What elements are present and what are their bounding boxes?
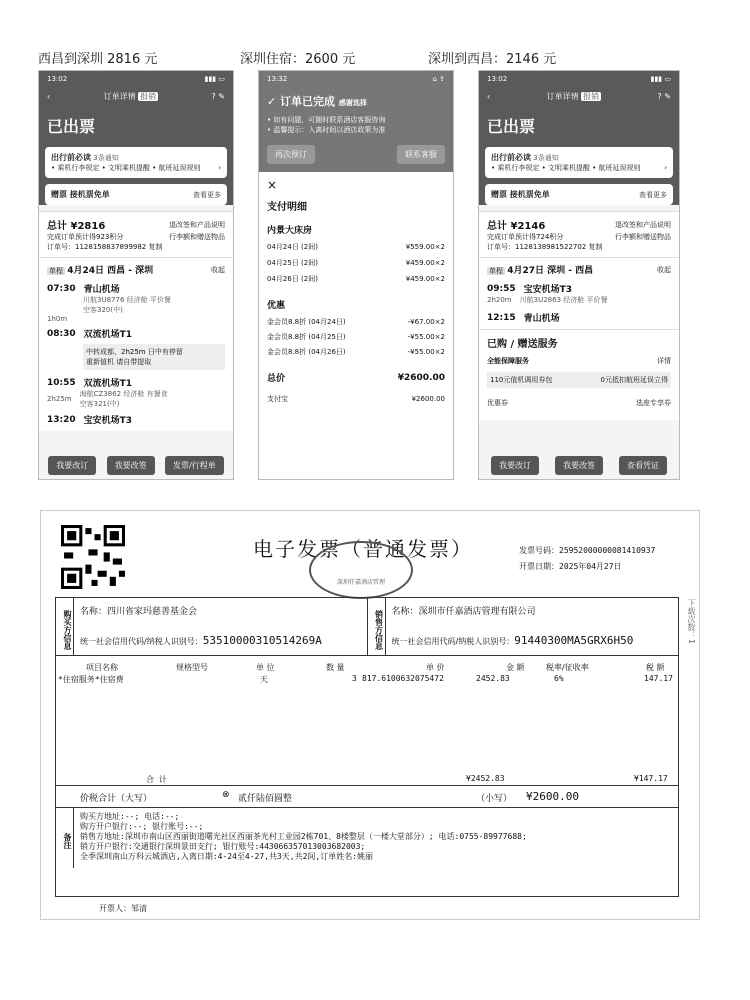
points: 完成订单预计得724积分 [487, 233, 564, 241]
status-time: 13:02 [47, 75, 68, 83]
seal-text: 深圳仟嘉酒店管理 [336, 579, 385, 586]
col-unit: 单 位 [256, 663, 275, 672]
fold-button[interactable]: 收起 [657, 265, 671, 274]
disc-2: 金会员8.8折 (04月25日) [267, 333, 346, 341]
price-2: ¥459.00×2 [405, 259, 445, 267]
svc-title: 已购 / 赠送服务 [487, 339, 558, 350]
invoice-seal [309, 541, 413, 599]
flight2: 海航CZ3862 经济舱 有餐食 [79, 390, 168, 398]
gift-more[interactable]: 查看更多 [193, 190, 221, 199]
flight1: 川航3U8776 经济舱 平价餐 [83, 296, 171, 304]
item-tax: 147.17 [644, 674, 673, 683]
copy-button[interactable]: 复制 [148, 243, 163, 251]
col-qty: 数 量 [326, 663, 345, 672]
dur: 2h20m [487, 296, 512, 304]
remark-4: 销方开户银行:交通银行深圳景田支行; 银行账号:443066357013003682003; [80, 842, 366, 851]
done: 订单已完成 [280, 95, 336, 108]
flight1b: 空客320(中) [83, 306, 123, 314]
top-bar [479, 71, 679, 205]
order-no-label: 订单号： [47, 243, 75, 251]
fold-button[interactable]: 收起 [211, 265, 225, 274]
item-unit: 天 [260, 675, 268, 684]
svc1: 全能保障服务 [487, 357, 529, 365]
order-no: 1128138981522702 [515, 243, 587, 251]
seg-title: 4月24日 西昌 - 深圳 [67, 266, 154, 276]
hotel-top [259, 71, 453, 172]
issuer: 邹清 [131, 904, 147, 913]
remark-block [56, 808, 678, 868]
notice-sub: 3条通知 [93, 154, 119, 162]
airport-depart: 宝安机场T3 [523, 285, 573, 295]
link-baggage[interactable]: 行李额和赠送物品 [169, 233, 225, 241]
share-icon[interactable]: ⌂ ⇪ [432, 75, 445, 83]
total: ¥2600.00 [397, 372, 445, 383]
notice-sub: 3条通知 [533, 154, 559, 162]
disc-val-3: -¥55.00×2 [407, 348, 445, 356]
notice-items: • 乘机行李规定 • 文明乘机提醒 • 航班延误规则 [51, 164, 201, 172]
line1: • 如有问题，可随时联系酒店客服咨询 [267, 116, 386, 124]
room-type: 内景大床房 [267, 226, 313, 236]
svc3r: 选座专享券 [636, 399, 671, 407]
seller-name: 深圳市仟嘉酒店管理有限公司 [418, 607, 536, 617]
item-qty: 3 [352, 674, 357, 683]
total-small-label: （小写） [476, 794, 513, 804]
buyer-tax-label: 统一社会信用代码/纳税人识别号： [80, 637, 203, 646]
points: 完成订单预计得923积分 [47, 233, 124, 241]
order-no: 1128158837899982 [75, 243, 147, 251]
disc-title: 优惠 [267, 301, 286, 311]
airport-depart2: 双流机场T1 [83, 379, 133, 389]
gift-title: 赠票 接机票免单 [51, 190, 110, 199]
item-amount: 2452.83 [476, 674, 510, 683]
gift-more[interactable]: 查看更多 [639, 190, 667, 199]
flight2b: 空客321(中) [79, 400, 120, 408]
link-refund[interactable]: 退改签和产品说明 [615, 220, 671, 229]
seg-title: 4月27日 深圳 - 西昌 [507, 266, 594, 276]
buyer-label: 购买方信息 [56, 598, 74, 655]
col-rate: 税率/征收率 [546, 663, 589, 672]
airport-transit: 双流机场T1 [83, 330, 133, 340]
svc1r[interactable]: 详情 [657, 357, 671, 365]
price-3: ¥459.00×2 [405, 275, 445, 283]
sum-tax: ¥147.17 [634, 774, 668, 783]
remark-3: 销售方地址:深圳市南山区西丽街道曙光社区西丽茶光村工业园2栋701、8楼整层（一楼大堂部分）; 电话:0755-89977688; [80, 832, 527, 841]
change-button[interactable]: 我要改签 [107, 456, 155, 475]
back-icon[interactable]: ‹ [487, 92, 491, 101]
disc-val-1: -¥67.00×2 [407, 318, 445, 326]
seg-tag: 单程 [49, 267, 63, 275]
transfer-box [83, 344, 225, 370]
rebook-button[interactable]: 我要改订 [48, 456, 96, 475]
battery-icon: ▮▮▮ ▭ [650, 75, 671, 83]
buyer-name-label: 名称： [80, 607, 108, 617]
header-flight-back: 深圳到西昌：2146 元 [428, 52, 557, 67]
remark-label: 备注 [56, 808, 74, 868]
status-time: 13:32 [267, 75, 288, 83]
price-1: ¥559.00×2 [405, 243, 445, 251]
airport-arrive: 青山机场 [523, 314, 560, 324]
top-bar [39, 71, 233, 205]
done-icon: ✓ [267, 95, 277, 108]
line2: • 温馨提示：入离时间以酒店政策为准 [267, 126, 386, 134]
notice-title: 出行前必读 [51, 153, 91, 162]
invoice-button[interactable]: 发票/行程单 [165, 456, 224, 475]
date-3: 04月26日 (2间) [267, 275, 318, 283]
transfer: 中转成都，2h25m 日中有停留 [86, 348, 183, 356]
col-price: 单 价 [426, 663, 445, 672]
airport-arrive: 宝安机场T3 [83, 416, 133, 426]
rebook-hotel-button[interactable]: 再次预订 [267, 145, 315, 164]
change-button[interactable]: 我要改签 [555, 456, 603, 475]
seller-tax-label: 统一社会信用代码/纳税人识别号： [391, 637, 515, 646]
notice-card[interactable] [45, 147, 227, 178]
item-rate: 6% [554, 674, 564, 683]
seller-name-label: 名称： [391, 607, 419, 617]
invoice-table [55, 597, 679, 897]
items-block [56, 656, 678, 786]
notice-title: 出行前必读 [491, 153, 531, 162]
flight-order-screenshot-2 [478, 70, 680, 480]
col-spec: 规格型号 [176, 663, 208, 672]
seller-tax: 91440300MA5GRX6H50 [514, 634, 634, 647]
total-label: 总计 [47, 221, 67, 232]
help-icon[interactable]: ? ✎ [657, 92, 671, 101]
total-label: 总计 [487, 221, 507, 232]
svc3: 优惠券 [487, 399, 508, 407]
electronic-invoice [40, 510, 700, 920]
voucher-button[interactable]: 查看凭证 [619, 456, 667, 475]
time-arrive: 12:15 [487, 312, 516, 323]
help-icon[interactable]: ? ✎ [211, 92, 225, 101]
chevron-right-icon: › [218, 164, 221, 172]
gift-card[interactable] [45, 184, 227, 205]
time-depart: 07:30 [47, 283, 76, 294]
badge: 报销 [583, 92, 600, 101]
buyer-tax: 53510000310514269A [202, 634, 322, 647]
total-cn: 贰仟陆佰圆整 [238, 794, 293, 804]
nav-title: 订单详情 [103, 92, 136, 101]
item-price: 817.6100632075472 [362, 674, 444, 683]
dur2: 2h25m [47, 395, 72, 403]
col-tax: 税 额 [646, 663, 665, 672]
sum-label: 合 计 [146, 775, 167, 784]
link-refund[interactable]: 退改签和产品说明 [169, 220, 225, 229]
ticket-status: 已出票 [487, 117, 536, 136]
transfer2: 重新值机 请自带提取 [86, 358, 152, 366]
issuer-label: 开票人： [99, 904, 131, 913]
disc-3: 金会员8.8折 (04月26日) [267, 348, 346, 356]
remark-2: 购方开户银行:--; 银行账号:--; [80, 822, 204, 831]
buyer-name: 四川省家玛慈善基金会 [107, 607, 198, 617]
airport-depart: 青山机场 [83, 285, 120, 295]
total-small: ¥2600.00 [526, 790, 579, 803]
disc-val-2: -¥55.00×2 [407, 333, 445, 341]
order-no-label: 订单号： [487, 243, 515, 251]
header-hotel: 深圳住宿：2600 元 [240, 52, 356, 67]
nav-title: 订单详情 [546, 92, 579, 101]
item-name: *住宿服务*住宿费 [58, 675, 124, 684]
total-value: ¥2816 [70, 221, 106, 232]
gift-card[interactable] [485, 184, 673, 205]
done-sub: 感谢选择 [338, 99, 367, 107]
flight: 川航3U2863 经济舱 平价餐 [519, 296, 608, 304]
seg-tag: 单程 [489, 267, 503, 275]
header-flight-out: 西昌到深圳 2816 元 [38, 52, 158, 67]
badge: 报销 [140, 92, 157, 101]
time-arrive1: 08:30 [47, 328, 76, 339]
chevron-right-icon: › [664, 164, 667, 172]
col-name: 项目名称 [86, 663, 118, 672]
total-label: 价税合计（大写） [80, 794, 153, 804]
sum-amount: ¥2452.83 [466, 774, 505, 783]
time-depart2: 10:55 [47, 377, 76, 388]
back-icon[interactable]: ‹ [47, 92, 51, 101]
qr-code-icon [61, 525, 125, 589]
invoice-no-label: 发票号码： [519, 546, 559, 555]
notice-items: • 乘机行李规定 • 文明乘机提醒 • 航班延误规则 [491, 164, 641, 172]
invoice-date-label: 开票日期： [519, 562, 559, 571]
total-value: ¥2146 [510, 221, 546, 232]
copy-button[interactable]: 复制 [588, 243, 603, 251]
cross-circle-icon: ⊗ [222, 790, 230, 800]
remark-1: 购买方地址:--; 电话:--; [80, 812, 180, 821]
battery-icon: ▮▮▮ ▭ [204, 75, 225, 83]
rebook-button[interactable]: 我要改订 [491, 456, 539, 475]
total-label: 总价 [267, 374, 286, 384]
date-1: 04月24日 (2间) [267, 243, 318, 251]
svc2r: 0元抵扣航班延误立得 [600, 376, 668, 384]
seller-label: 销售方信息 [368, 598, 386, 655]
disc-1: 金会员8.8折 (04月24日) [267, 318, 346, 326]
gift-title: 赠票 接机票免单 [491, 190, 550, 199]
close-icon[interactable]: × [267, 178, 278, 192]
date-2: 04月25日 (2间) [267, 259, 318, 267]
hotel-order-screenshot [258, 70, 454, 480]
link-baggage[interactable]: 行李额和赠送物品 [615, 233, 671, 241]
total-row [56, 786, 678, 808]
status-time: 13:02 [487, 75, 508, 83]
notice-card[interactable] [485, 147, 673, 178]
svc2: 110元值机调用券包 [490, 376, 553, 384]
dur1: 1h0m [47, 315, 68, 323]
pay-method: 支付宝 [267, 395, 288, 403]
flight-order-screenshot-1 [38, 70, 234, 480]
pay-val: ¥2600.00 [411, 395, 445, 403]
ticket-status: 已出票 [47, 117, 96, 136]
remark-5: 全季深圳南山万科云城酒店,入离日期:4-24至4-27,共3天,共2间,订单姓名:姚丽 [80, 852, 374, 861]
invoice-title: 电子发票（普通发票） [253, 537, 473, 561]
contact-button[interactable]: 联系客服 [397, 145, 445, 164]
side-note: 下载次数：1 [687, 599, 696, 645]
time-arrive2: 13:20 [47, 414, 76, 425]
invoice-date: 2025年04月27日 [559, 562, 622, 571]
pay-title: 支付明细 [267, 202, 307, 213]
invoice-no: 25952000000081410937 [559, 546, 656, 555]
col-amount: 金 额 [506, 663, 525, 672]
time-depart: 09:55 [487, 283, 516, 294]
